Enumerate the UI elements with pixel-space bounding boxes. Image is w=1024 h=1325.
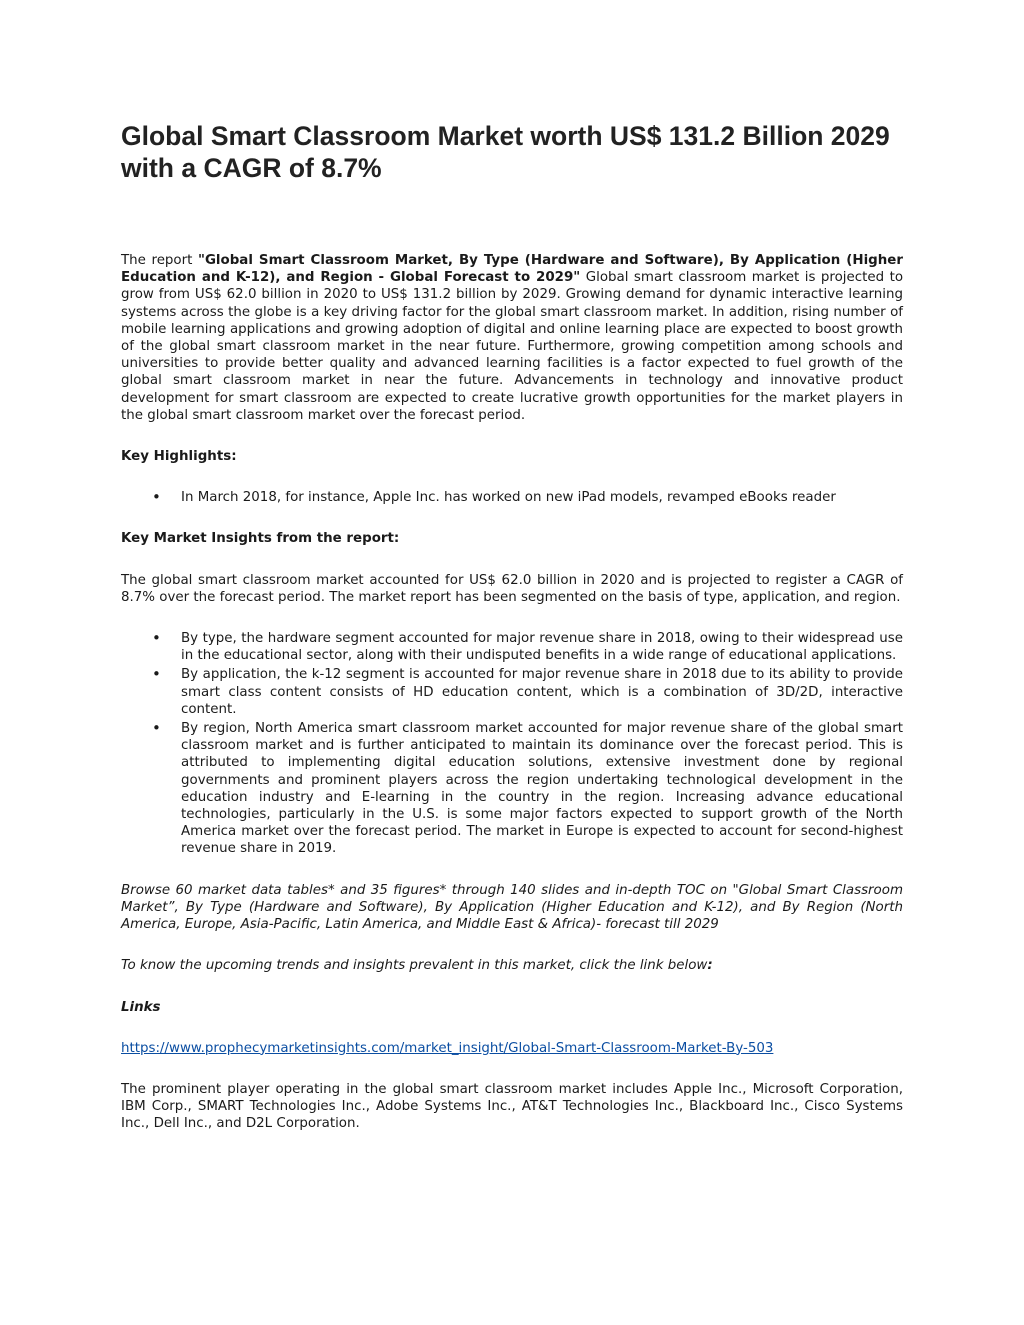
key-highlights-heading: Key Highlights: bbox=[121, 449, 237, 465]
trends-paragraph bbox=[121, 957, 903, 974]
list-item bbox=[121, 630, 903, 664]
insight-text: By region, North America smart classroom market accounted for major revenue share of the global smart classroom market and is further anticipated to maintain its dominance over the forecast period. This is attributed to implementing digital education solutions, extensive investment done by regional governments and prominent players across the region undertaking technological development in the education industry and E-learning in the country in the region. Increasing advance educational technologies, particularly in the U.S. is some major factors expected to support growth of the North America market over the forecast period. The market in Europe is expected to account for second-highest revenue share in 2019. bbox=[181, 721, 903, 857]
highlight-text: In March 2018, for instance, Apple Inc. has worked on new iPad models, revamped eBooks reader bbox=[181, 490, 836, 506]
browse-text: Browse 60 market data tables* and 35 figures* through 140 slides and in-depth TOC on "Global Smart Classroom Market”, By Type (Hardware and Software), By Application (Higher Education and K-12), and By Region (North America, Europe, Asia-Pacific, Latin America, and Middle East & Africa)- forecast till 2029 bbox=[121, 882, 903, 933]
browse-paragraph bbox=[121, 882, 903, 934]
bullet-icon: • bbox=[152, 629, 161, 648]
intro-body: Global smart classroom market is projected to grow from US$ 62.0 billion in 2020 to US$ 131.2 billion by 2029. Growing demand for dynamic interactive learning systems across the globe is a key driving factor for the global smart classroom market. In addition, rising number of mobile learning applications and growing adoption of digital and online learning place are expected to boost growth of the global smart classroom market in the near future. Furthermore, growing competition among schools and universities to provide better quality and advanced learning facilities is a factor expected to fuel growth of the global smart classroom market in near the future. Advancements in technology and innovative product development for smart classroom are expected to create lucrative growth opportunities for the market players in the global smart classroom market over the forecast period. bbox=[121, 270, 904, 423]
report-name: "Global Smart Classroom Market, By Type (Hardware and Software), By Application (Higher Education and K-12), and Region - Global Forecast to 2029" bbox=[121, 253, 903, 286]
links-heading: Links bbox=[121, 999, 161, 1015]
intro-lead: The report bbox=[121, 253, 198, 268]
insight-text: By type, the hardware segment accounted for major revenue share in 2018, owing to their widespread use in the educational sector, along with their undisputed benefits in a wide range of educational applications. bbox=[181, 631, 903, 664]
bullet-icon: • bbox=[152, 488, 161, 507]
intro-paragraph bbox=[121, 252, 903, 424]
insights-list bbox=[121, 630, 903, 858]
insights-paragraph: The global smart classroom market accounted for US$ 62.0 billion in 2020 and is projected to register a CAGR of 8.7% over the forecast period. The market report has been segmented on the basis of type, application, and region. bbox=[121, 572, 903, 605]
list-item bbox=[121, 720, 903, 858]
insight-text: By application, the k-12 segment is accounted for major revenue share in 2018 due to its ability to provide smart class content consists of HD education content, which is a combination of 3D/2D, interactive content. bbox=[181, 667, 903, 717]
trends-colon: : bbox=[707, 958, 713, 974]
list-item bbox=[121, 489, 903, 506]
insights-heading: Key Market Insights from the report: bbox=[121, 531, 400, 547]
report-link[interactable]: https://www.prophecymarketinsights.com/market_insight/Global-Smart-Classroom-Market-By-503 bbox=[121, 1040, 774, 1056]
page-title: Global Smart Classroom Market worth US$ 131.2 Billion 2029 with a CAGR of 8.7% bbox=[121, 121, 890, 183]
list-item bbox=[121, 666, 903, 718]
trends-text: To know the upcoming trends and insights prevalent in this market, click the link below bbox=[121, 958, 708, 974]
document-body bbox=[121, 120, 903, 1133]
bullet-icon: • bbox=[152, 719, 161, 738]
bullet-icon: • bbox=[152, 665, 161, 684]
link-paragraph bbox=[121, 1040, 903, 1057]
links-heading-paragraph bbox=[121, 999, 903, 1016]
key-highlights-list bbox=[121, 489, 903, 506]
players-paragraph: The prominent player operating in the global smart classroom market includes Apple Inc., Microsoft Corporation, IBM Corp., SMART Technologies Inc., Adobe Systems Inc., AT&T Technologies Inc., Blackboard Inc., Cisco Systems Inc., Dell Inc., and D2L Corporation. bbox=[121, 1081, 903, 1132]
